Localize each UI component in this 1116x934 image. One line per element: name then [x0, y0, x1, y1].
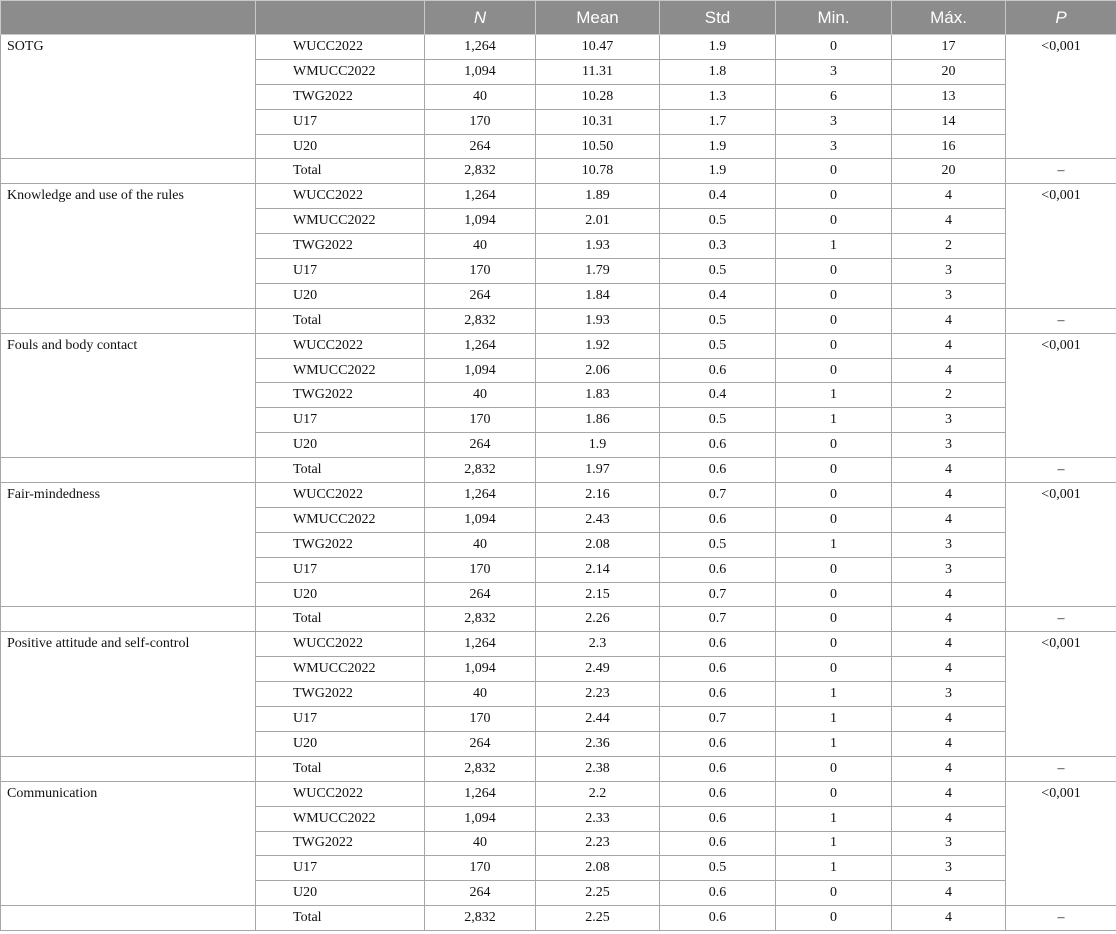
- total-min-cell: 0: [776, 756, 892, 781]
- min-cell: 0: [776, 283, 892, 308]
- table-row: [1, 632, 1116, 657]
- n-cell: 1,264: [425, 333, 536, 358]
- mean-cell: 2.2: [536, 781, 660, 806]
- std-cell: 0.5: [660, 856, 776, 881]
- mean-cell: 2.25: [536, 881, 660, 906]
- std-cell: 1.9: [660, 35, 776, 60]
- min-cell: 1: [776, 234, 892, 259]
- max-cell: 4: [892, 731, 1006, 756]
- mean-cell: 2.06: [536, 358, 660, 383]
- mean-cell: 2.33: [536, 806, 660, 831]
- group-cell: WMUCC2022: [256, 59, 425, 84]
- category-empty-cell: [1, 458, 256, 483]
- min-cell: 0: [776, 35, 892, 60]
- n-cell: 264: [425, 881, 536, 906]
- category-label: Communication: [1, 781, 256, 905]
- min-cell: 1: [776, 707, 892, 732]
- mean-cell: 2.44: [536, 707, 660, 732]
- n-cell: 1,094: [425, 358, 536, 383]
- p-value-cell: <0,001: [1006, 35, 1116, 159]
- total-n-cell: 2,832: [425, 906, 536, 931]
- max-cell: 3: [892, 856, 1006, 881]
- category-label: Fair-mindedness: [1, 483, 256, 607]
- table-row: [1, 483, 1116, 508]
- max-cell: 17: [892, 35, 1006, 60]
- max-cell: 3: [892, 682, 1006, 707]
- total-row: [1, 308, 1116, 333]
- max-cell: 3: [892, 831, 1006, 856]
- std-cell: 0.6: [660, 557, 776, 582]
- min-cell: 1: [776, 831, 892, 856]
- n-cell: 1,264: [425, 483, 536, 508]
- n-cell: 1,094: [425, 507, 536, 532]
- min-cell: 0: [776, 483, 892, 508]
- header-std: Std: [660, 1, 776, 35]
- total-mean-cell: 2.25: [536, 906, 660, 931]
- n-cell: 264: [425, 731, 536, 756]
- total-std-cell: 0.6: [660, 756, 776, 781]
- total-p-cell: –: [1006, 458, 1116, 483]
- total-p-cell: –: [1006, 756, 1116, 781]
- n-cell: 170: [425, 259, 536, 284]
- mean-cell: 2.3: [536, 632, 660, 657]
- header-max: Máx.: [892, 1, 1006, 35]
- table-row: [1, 184, 1116, 209]
- std-cell: 0.6: [660, 682, 776, 707]
- mean-cell: 1.83: [536, 383, 660, 408]
- total-p-cell: –: [1006, 607, 1116, 632]
- max-cell: 4: [892, 507, 1006, 532]
- group-cell: U17: [256, 707, 425, 732]
- min-cell: 0: [776, 433, 892, 458]
- n-cell: 1,264: [425, 632, 536, 657]
- n-cell: 40: [425, 831, 536, 856]
- max-cell: 4: [892, 806, 1006, 831]
- group-cell: WMUCC2022: [256, 657, 425, 682]
- category-empty-cell: [1, 906, 256, 931]
- total-mean-cell: 1.97: [536, 458, 660, 483]
- min-cell: 3: [776, 59, 892, 84]
- std-cell: 0.4: [660, 184, 776, 209]
- group-cell: U20: [256, 881, 425, 906]
- std-cell: 0.3: [660, 234, 776, 259]
- max-cell: 3: [892, 408, 1006, 433]
- std-cell: 1.8: [660, 59, 776, 84]
- mean-cell: 1.89: [536, 184, 660, 209]
- max-cell: 3: [892, 259, 1006, 284]
- n-cell: 264: [425, 433, 536, 458]
- group-cell: U17: [256, 109, 425, 134]
- max-cell: 4: [892, 657, 1006, 682]
- mean-cell: 1.84: [536, 283, 660, 308]
- max-cell: 4: [892, 582, 1006, 607]
- total-row: [1, 756, 1116, 781]
- mean-cell: 10.47: [536, 35, 660, 60]
- n-cell: 40: [425, 234, 536, 259]
- p-value-cell: <0,001: [1006, 184, 1116, 308]
- max-cell: 2: [892, 383, 1006, 408]
- mean-cell: 10.50: [536, 134, 660, 159]
- total-p-cell: –: [1006, 308, 1116, 333]
- std-cell: 0.6: [660, 881, 776, 906]
- group-cell: WMUCC2022: [256, 806, 425, 831]
- category-empty-cell: [1, 308, 256, 333]
- mean-cell: 2.01: [536, 209, 660, 234]
- std-cell: 1.3: [660, 84, 776, 109]
- group-cell: U20: [256, 731, 425, 756]
- mean-cell: 10.28: [536, 84, 660, 109]
- group-cell: U17: [256, 856, 425, 881]
- category-label: Fouls and body contact: [1, 333, 256, 457]
- n-cell: 264: [425, 134, 536, 159]
- table-body: [1, 35, 1116, 931]
- total-mean-cell: 2.38: [536, 756, 660, 781]
- table-row: [1, 781, 1116, 806]
- group-cell: U20: [256, 283, 425, 308]
- min-cell: 1: [776, 383, 892, 408]
- total-std-cell: 0.6: [660, 458, 776, 483]
- std-cell: 1.7: [660, 109, 776, 134]
- std-cell: 0.5: [660, 333, 776, 358]
- total-min-cell: 0: [776, 308, 892, 333]
- p-value-cell: <0,001: [1006, 333, 1116, 457]
- std-cell: 0.5: [660, 408, 776, 433]
- std-cell: 0.6: [660, 507, 776, 532]
- std-cell: 0.7: [660, 483, 776, 508]
- max-cell: 4: [892, 184, 1006, 209]
- n-cell: 40: [425, 682, 536, 707]
- std-cell: 0.5: [660, 209, 776, 234]
- min-cell: 1: [776, 682, 892, 707]
- mean-cell: 2.23: [536, 831, 660, 856]
- total-row: [1, 906, 1116, 931]
- max-cell: 4: [892, 209, 1006, 234]
- group-cell: WUCC2022: [256, 184, 425, 209]
- header-min: Min.: [776, 1, 892, 35]
- category-label: Positive attitude and self-control: [1, 632, 256, 756]
- mean-cell: 2.16: [536, 483, 660, 508]
- max-cell: 4: [892, 333, 1006, 358]
- total-min-cell: 0: [776, 906, 892, 931]
- total-max-cell: 20: [892, 159, 1006, 184]
- total-max-cell: 4: [892, 607, 1006, 632]
- mean-cell: 1.9: [536, 433, 660, 458]
- max-cell: 20: [892, 59, 1006, 84]
- std-cell: 1.9: [660, 134, 776, 159]
- min-cell: 1: [776, 408, 892, 433]
- p-value-cell: <0,001: [1006, 483, 1116, 607]
- n-cell: 170: [425, 856, 536, 881]
- max-cell: 4: [892, 358, 1006, 383]
- mean-cell: 2.43: [536, 507, 660, 532]
- category-empty-cell: [1, 159, 256, 184]
- total-mean-cell: 2.26: [536, 607, 660, 632]
- total-max-cell: 4: [892, 906, 1006, 931]
- max-cell: 4: [892, 632, 1006, 657]
- min-cell: 0: [776, 881, 892, 906]
- min-cell: 3: [776, 109, 892, 134]
- header-row: [1, 1, 1116, 35]
- mean-cell: 2.49: [536, 657, 660, 682]
- total-label: Total: [256, 607, 425, 632]
- total-std-cell: 0.5: [660, 308, 776, 333]
- std-cell: 0.4: [660, 283, 776, 308]
- group-cell: U20: [256, 582, 425, 607]
- header-mean: Mean: [536, 1, 660, 35]
- min-cell: 0: [776, 358, 892, 383]
- min-cell: 0: [776, 657, 892, 682]
- mean-cell: 11.31: [536, 59, 660, 84]
- std-cell: 0.7: [660, 707, 776, 732]
- group-cell: WUCC2022: [256, 333, 425, 358]
- total-p-cell: –: [1006, 159, 1116, 184]
- group-cell: TWG2022: [256, 682, 425, 707]
- min-cell: 1: [776, 806, 892, 831]
- header-p: P: [1006, 1, 1116, 35]
- max-cell: 3: [892, 532, 1006, 557]
- min-cell: 6: [776, 84, 892, 109]
- group-cell: WUCC2022: [256, 35, 425, 60]
- total-max-cell: 4: [892, 458, 1006, 483]
- mean-cell: 2.23: [536, 682, 660, 707]
- table-header: [1, 1, 1116, 35]
- group-cell: U20: [256, 134, 425, 159]
- std-cell: 0.6: [660, 433, 776, 458]
- n-cell: 264: [425, 283, 536, 308]
- max-cell: 3: [892, 283, 1006, 308]
- header-group: [256, 1, 425, 35]
- min-cell: 0: [776, 259, 892, 284]
- min-cell: 1: [776, 731, 892, 756]
- total-std-cell: 0.6: [660, 906, 776, 931]
- mean-cell: 1.79: [536, 259, 660, 284]
- std-cell: 0.4: [660, 383, 776, 408]
- total-std-cell: 1.9: [660, 159, 776, 184]
- n-cell: 1,264: [425, 781, 536, 806]
- group-cell: WUCC2022: [256, 781, 425, 806]
- total-label: Total: [256, 159, 425, 184]
- min-cell: 3: [776, 134, 892, 159]
- min-cell: 0: [776, 632, 892, 657]
- total-min-cell: 0: [776, 607, 892, 632]
- total-mean-cell: 10.78: [536, 159, 660, 184]
- header-n: N: [425, 1, 536, 35]
- mean-cell: 1.86: [536, 408, 660, 433]
- group-cell: WMUCC2022: [256, 209, 425, 234]
- mean-cell: 2.08: [536, 856, 660, 881]
- total-n-cell: 2,832: [425, 607, 536, 632]
- min-cell: 0: [776, 781, 892, 806]
- n-cell: 170: [425, 557, 536, 582]
- total-n-cell: 2,832: [425, 308, 536, 333]
- total-mean-cell: 1.93: [536, 308, 660, 333]
- n-cell: 1,094: [425, 59, 536, 84]
- mean-cell: 2.08: [536, 532, 660, 557]
- max-cell: 2: [892, 234, 1006, 259]
- total-max-cell: 4: [892, 308, 1006, 333]
- std-cell: 0.7: [660, 582, 776, 607]
- std-cell: 0.6: [660, 657, 776, 682]
- min-cell: 1: [776, 532, 892, 557]
- min-cell: 0: [776, 184, 892, 209]
- std-cell: 0.6: [660, 358, 776, 383]
- total-row: [1, 607, 1116, 632]
- n-cell: 40: [425, 84, 536, 109]
- mean-cell: 10.31: [536, 109, 660, 134]
- n-cell: 1,094: [425, 209, 536, 234]
- n-cell: 1,264: [425, 35, 536, 60]
- group-cell: TWG2022: [256, 84, 425, 109]
- mean-cell: 2.14: [536, 557, 660, 582]
- min-cell: 0: [776, 557, 892, 582]
- category-empty-cell: [1, 756, 256, 781]
- group-cell: TWG2022: [256, 831, 425, 856]
- mean-cell: 1.93: [536, 234, 660, 259]
- mean-cell: 1.92: [536, 333, 660, 358]
- min-cell: 0: [776, 333, 892, 358]
- group-cell: U20: [256, 433, 425, 458]
- n-cell: 40: [425, 532, 536, 557]
- max-cell: 4: [892, 881, 1006, 906]
- p-value-cell: <0,001: [1006, 781, 1116, 905]
- n-cell: 264: [425, 582, 536, 607]
- std-cell: 0.6: [660, 731, 776, 756]
- total-min-cell: 0: [776, 159, 892, 184]
- table-row: [1, 333, 1116, 358]
- std-cell: 0.6: [660, 781, 776, 806]
- group-cell: TWG2022: [256, 234, 425, 259]
- total-n-cell: 2,832: [425, 756, 536, 781]
- category-label: SOTG: [1, 35, 256, 159]
- table-row: [1, 35, 1116, 60]
- header-category: [1, 1, 256, 35]
- n-cell: 170: [425, 109, 536, 134]
- n-cell: 170: [425, 707, 536, 732]
- n-cell: 1,094: [425, 657, 536, 682]
- std-cell: 0.6: [660, 806, 776, 831]
- total-max-cell: 4: [892, 756, 1006, 781]
- p-value-cell: <0,001: [1006, 632, 1116, 756]
- mean-cell: 2.36: [536, 731, 660, 756]
- total-label: Total: [256, 458, 425, 483]
- group-cell: TWG2022: [256, 532, 425, 557]
- total-label: Total: [256, 756, 425, 781]
- min-cell: 0: [776, 582, 892, 607]
- category-empty-cell: [1, 607, 256, 632]
- total-std-cell: 0.7: [660, 607, 776, 632]
- std-cell: 0.5: [660, 532, 776, 557]
- min-cell: 0: [776, 209, 892, 234]
- group-cell: U17: [256, 259, 425, 284]
- max-cell: 16: [892, 134, 1006, 159]
- n-cell: 1,094: [425, 806, 536, 831]
- group-cell: WUCC2022: [256, 632, 425, 657]
- category-label: Knowledge and use of the rules: [1, 184, 256, 308]
- total-min-cell: 0: [776, 458, 892, 483]
- group-cell: WMUCC2022: [256, 358, 425, 383]
- group-cell: TWG2022: [256, 383, 425, 408]
- total-label: Total: [256, 308, 425, 333]
- total-n-cell: 2,832: [425, 159, 536, 184]
- std-cell: 0.6: [660, 831, 776, 856]
- min-cell: 0: [776, 507, 892, 532]
- max-cell: 4: [892, 707, 1006, 732]
- group-cell: WUCC2022: [256, 483, 425, 508]
- max-cell: 3: [892, 557, 1006, 582]
- max-cell: 4: [892, 483, 1006, 508]
- group-cell: U17: [256, 408, 425, 433]
- total-p-cell: –: [1006, 906, 1116, 931]
- max-cell: 3: [892, 433, 1006, 458]
- max-cell: 13: [892, 84, 1006, 109]
- n-cell: 170: [425, 408, 536, 433]
- mean-cell: 2.15: [536, 582, 660, 607]
- total-label: Total: [256, 906, 425, 931]
- max-cell: 4: [892, 781, 1006, 806]
- group-cell: U17: [256, 557, 425, 582]
- group-cell: WMUCC2022: [256, 507, 425, 532]
- n-cell: 40: [425, 383, 536, 408]
- min-cell: 1: [776, 856, 892, 881]
- n-cell: 1,264: [425, 184, 536, 209]
- max-cell: 14: [892, 109, 1006, 134]
- total-row: [1, 458, 1116, 483]
- std-cell: 0.5: [660, 259, 776, 284]
- std-cell: 0.6: [660, 632, 776, 657]
- total-row: [1, 159, 1116, 184]
- total-n-cell: 2,832: [425, 458, 536, 483]
